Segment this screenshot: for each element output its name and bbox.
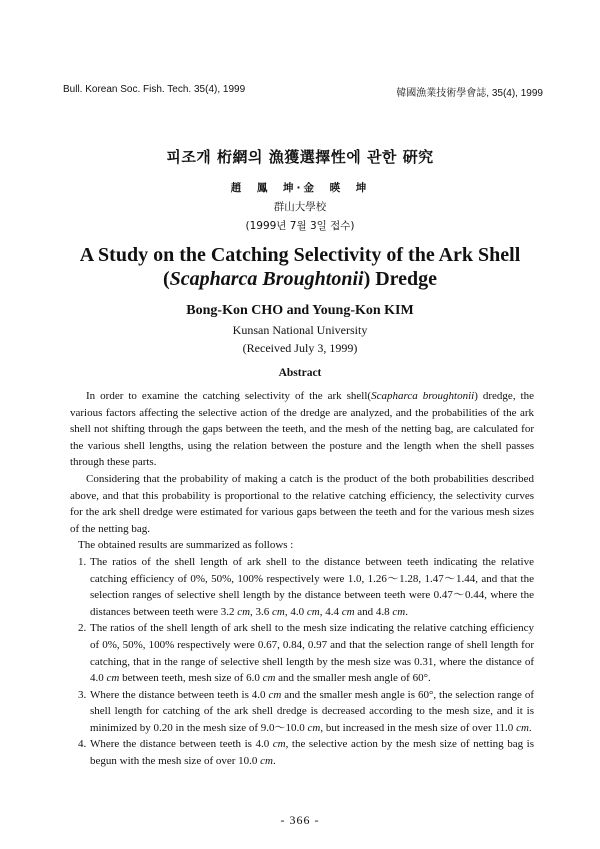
list-item (70, 620, 534, 686)
unit: cm (237, 605, 251, 618)
list-item-number: 2. (78, 622, 87, 635)
unit: cm (272, 738, 286, 751)
list-item (70, 736, 534, 769)
unit: cm (268, 688, 282, 701)
unit: cm (516, 721, 529, 734)
list-item-text: . (405, 605, 408, 618)
english-title (0, 243, 600, 291)
unit: cm (260, 755, 273, 768)
korean-received-date: (1999년 7월 3일 접수) (245, 220, 355, 232)
unit: cm (307, 721, 321, 734)
title-species-name: Scapharca Broughtonii (169, 268, 364, 290)
korean-title: 피조개 桁網의 漁獲選擇性에 관한 硏究 (166, 148, 434, 166)
list-item-number: 4. (78, 738, 87, 751)
abstract-body (70, 388, 534, 770)
p1-text-b: ) dredge, the various factors affecting the selective action of the dredge are analyzed, and the probabilities of the ark shell not shifting through the gaps between the teeth, and the mesh of the netting bag, are calculated for the various shell lengths, using the relation between the posture and the length when the shell passes through these parts. (70, 390, 534, 469)
list-item-text: , 4.4 (319, 605, 342, 618)
korean-authors: 趙 鳳 坤·金 暎 坤 (230, 182, 370, 194)
abstract-heading: Abstract (278, 367, 322, 379)
unit: cm (272, 605, 285, 618)
list-item-number: 1. (78, 555, 87, 568)
unit: cm (341, 605, 355, 618)
list-item-text: between teeth, mesh size of 6.0 (119, 672, 263, 685)
journal-citation-english: Bull. Korean Soc. Fish. Tech. 35(4), 1999 (63, 84, 246, 95)
english-affiliation: Kunsan National University (232, 323, 368, 337)
list-item-text: and the smaller mesh angle of 60°. (275, 672, 431, 685)
unit: cm (392, 605, 406, 618)
list-item-text: The ratios of the shell length of ark shell to the distance between teeth indicating the relative catching efficiency of 0%, 50%, 100% respectively were 1.0, 1.26～1.28, 1.47～1.44, and that the selection ranges of selective shell length by the distance between teeth were 0.47～0.44, where the distances between teeth were 3.2 (90, 555, 534, 618)
list-item-text: Where the distance between teeth is 4.0 (90, 738, 273, 751)
title-paren-open: ( (162, 268, 170, 290)
title-line2-end: ) Dredge (363, 268, 438, 290)
list-item-text: and 4.8 (354, 605, 393, 618)
english-title-line2 (0, 267, 600, 291)
page-number: - 366 - (280, 813, 320, 827)
list-item-text: , the selective action by the mesh size of netting bag is begun with the mesh size of over 10.0 (90, 738, 534, 768)
unit: cm (306, 605, 320, 618)
list-item-number: 3. (78, 688, 87, 701)
unit: cm (262, 672, 276, 685)
p1-species: Scapharca broughtonii (371, 390, 475, 402)
list-item-text: , 3.6 (250, 605, 273, 618)
list-item-text: The ratios of the shell length of ark shell to the mesh size indicating the relative catching efficiency of 0%, 50%, 100% respectively were 0.67, 0.84, 0.97 and that the selection range of shell length for catching, that in the range of selective shell length by the mesh size was 0.31, where the distance of 4.0 (90, 622, 534, 685)
list-item-text: . (272, 755, 276, 768)
unit: cm (106, 672, 120, 685)
abstract-paragraph-1 (70, 388, 534, 471)
list-item (70, 554, 534, 620)
korean-affiliation: 群山大學校 (273, 201, 327, 213)
english-received-date: (Received July 3, 1999) (242, 341, 358, 355)
list-item-text: , but increased in the mesh size of over 11.0 (320, 721, 517, 734)
list-item-text: . (528, 721, 532, 734)
list-item (70, 687, 534, 737)
english-title-line1: A Study on the Catching Selectivity of the Ark Shell (79, 244, 521, 266)
english-authors: Bong-Kon CHO and Young-Kon KIM (186, 303, 414, 318)
journal-citation-korean: 韓國漁業技術學會誌, 35(4), 1999 (396, 88, 543, 99)
abstract-paragraph-3: The obtained results are summarized as follows : (78, 539, 294, 552)
results-list (70, 554, 534, 770)
p1-text-a: In order to examine the catching selectivity of the ark shell( (86, 390, 372, 402)
list-item-text: and the smaller mesh angle is 60°, the selection range of shell length for catching of the ark shell dredge is decreased according to the mesh size, and it is minimized by 0.20 in the mesh size of 9.0～10.0 (90, 688, 534, 734)
abstract-paragraph-2: Considering that the probability of making a catch is the product of the both probabilities described above, and that this probability is proportional to the relative catching efficiency, the selectivity curves for the ark shell dredge were estimated for various gaps between the teeth and for the various mesh sizes of the netting bag. (70, 472, 534, 535)
list-item-text: , 4.0 (284, 605, 307, 618)
list-item-text: Where the distance between teeth is 4.0 (90, 688, 269, 701)
